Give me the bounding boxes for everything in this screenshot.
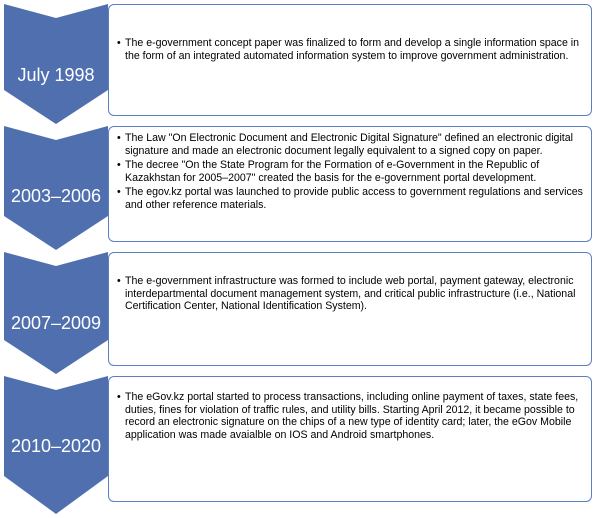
- chevron-stage-1: [4, 4, 108, 124]
- period-label: 2010–2020: [10, 436, 102, 456]
- event-text: The egov.kz portal was launched to provide public access to government regulations and services and other reference materials.: [125, 186, 583, 211]
- period-label: 2003–2006: [10, 186, 102, 206]
- event-text: The eGov.kz portal started to process transactions, including online payment of taxes, state fees, duties, fines for violation of traffic rules, and utility bills. Starting April 2012, it became possible to record an electronic signature on the chips of a new type of identity card; later, the eGov Mobile application was made avaialble on IOS and Android smartphones.: [125, 391, 579, 441]
- chevron-stage-3: [4, 252, 108, 374]
- event-box-stage-3: [108, 252, 592, 366]
- chevron-stage-4: [4, 376, 108, 514]
- event-bullet: • The decree "On the State Program for the Formation of e-Government in the Republic of Kazakhstan for 2005–2007" created the basis for the e-government portal development.: [117, 159, 540, 184]
- event-text: The e-government concept paper was finalized to form and develop a single information space in the form of an integrated automated information system to improve government administration.: [125, 37, 580, 62]
- event-box-stage-1: [108, 4, 592, 116]
- event-text: The decree "On the State Program for the Formation of e-Government in the Republic of Kazakhstan for 2005–2007" created the basis for the e-government portal development.: [125, 159, 540, 184]
- event-box-stage-2: [108, 126, 592, 242]
- chevron-arrow-shape: [4, 4, 108, 124]
- event-bullet: • The e-government infrastructure was formed to include web portal, payment gateway, electronic interdepartmental document management system, and critical public infrastructure (i.e., National Certification Center, National Identification System).: [117, 275, 576, 313]
- event-bullet: • The egov.kz portal was launched to provide public access to government regulations and services and other reference materials.: [117, 186, 583, 211]
- event-text: The e-government infrastructure was formed to include web portal, payment gateway, electronic interdepartmental document management system, and critical public infrastructure (i.e., National Certification Center, National Identification System).: [125, 275, 576, 313]
- period-label: July 1998: [17, 65, 95, 85]
- event-bullet: • The Law "On Electronic Document and Electronic Digital Signature" defined an electronic digital signature and made an electronic document legally equivalent to a signed copy on paper.: [117, 132, 573, 157]
- period-label: 2007–2009: [10, 313, 102, 333]
- event-box-stage-4: [108, 376, 592, 502]
- event-text: The Law "On Electronic Document and Electronic Digital Signature" defined an electronic digital signature and made an electronic document legally equivalent to a signed copy on paper.: [125, 132, 573, 157]
- event-bullet: • The e-government concept paper was finalized to form and develop a single information space in the form of an integrated automated information system to improve government administration.: [117, 37, 580, 62]
- event-bullet: • The eGov.kz portal started to process transactions, including online payment of taxes, state fees, duties, fines for violation of traffic rules, and utility bills. Starting April 2012, it became possible to record an electronic signature on the chips of a new type of identity card; later, the eGov Mobile application was made avaialble on IOS and Android smartphones.: [117, 391, 579, 441]
- chevron-stage-2: [4, 126, 108, 250]
